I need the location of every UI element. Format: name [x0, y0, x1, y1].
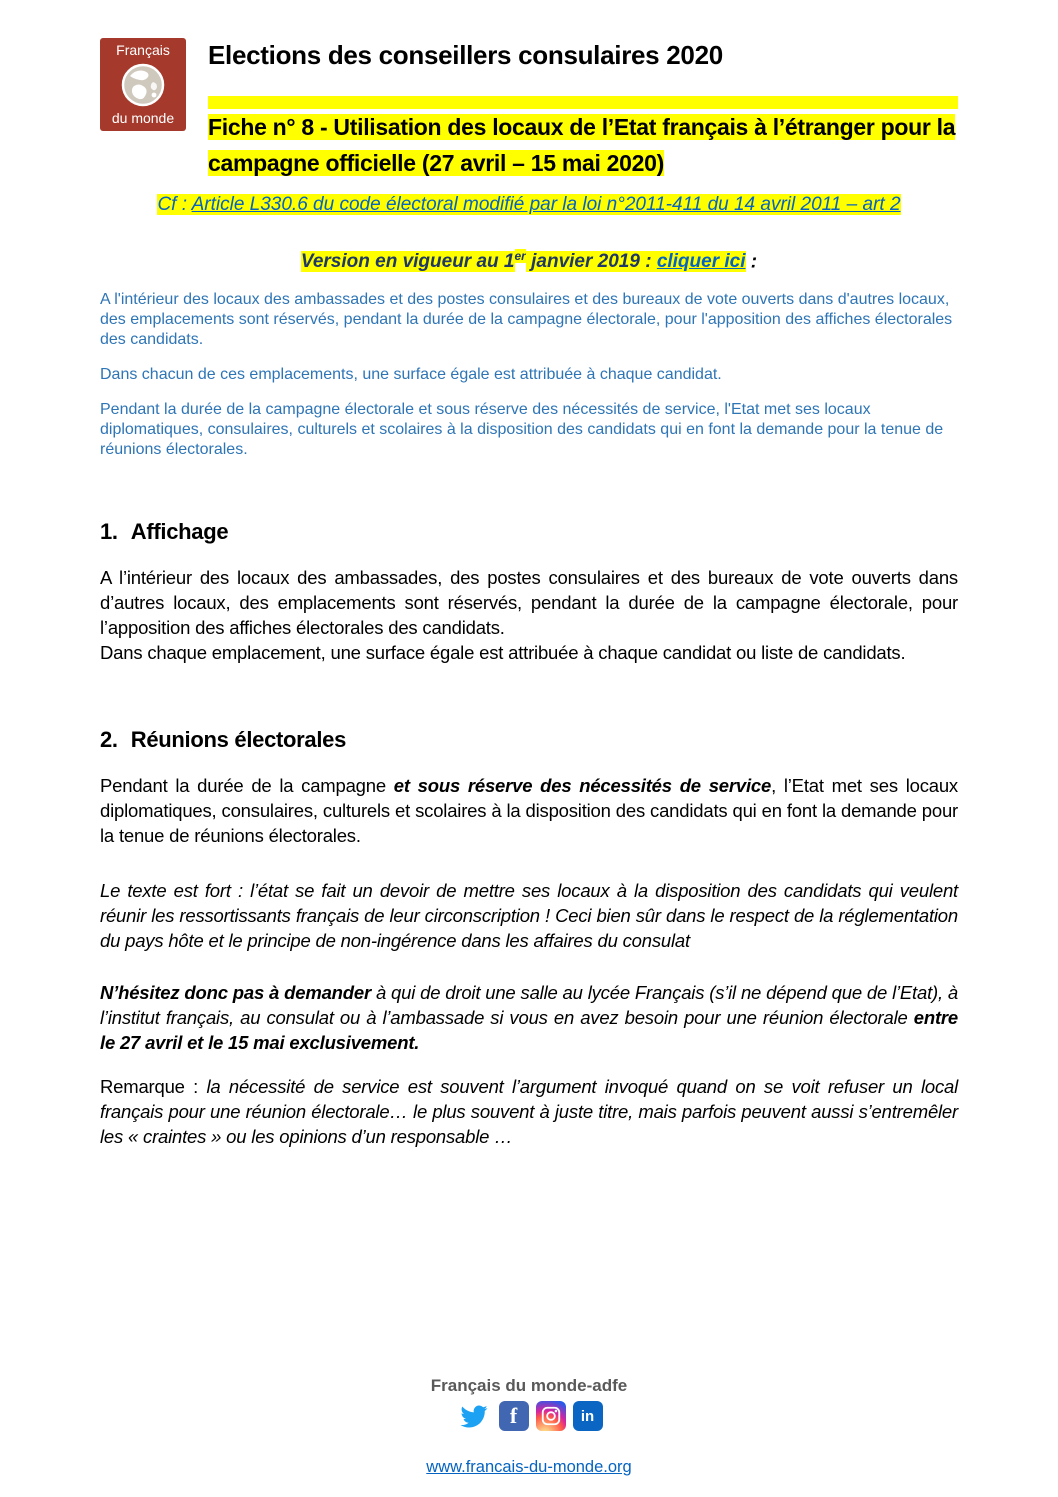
francais-du-monde-logo	[100, 38, 186, 131]
highlight-strip	[208, 96, 958, 109]
article-l330-link[interactable]: Article L330.6 du code électoral modifié par la loi n°2011-411 du 14 avril 2011 – art 2	[191, 194, 901, 215]
section-1-number: 1.	[100, 519, 118, 545]
footer-brand: Français du monde-adfe	[430, 1376, 628, 1395]
logo-text-bottom: du monde	[111, 110, 175, 126]
section-2-title: Réunions électorales	[130, 727, 347, 753]
section-1-heading	[100, 519, 958, 545]
section-1-paragraph-2: Dans chaque emplacement, une surface égale est attribuée à chaque candidat ou liste de candidats.	[100, 642, 906, 664]
logo-text-top: Français	[116, 42, 170, 58]
section-1-title: Affichage	[130, 519, 229, 545]
page-title: Elections des conseillers consulaires 2020	[208, 40, 723, 70]
facebook-icon[interactable]: f	[499, 1401, 529, 1431]
cliquer-ici-link[interactable]: cliquer ici	[656, 251, 746, 273]
section-2-paragraph-1: Pendant la durée de la campagne et sous réserve des nécessités de service, l’Etat met ses locaux diplomatiques, consulaires, culturels et scolaires à la disposition des candidats qui en font la demande pour la tenue de réunions électorales.	[100, 775, 958, 847]
section-2-paragraph-2: Le texte est fort : l’état se fait un devoir de mettre ses locaux à la disposition des candidats qui veulent réunir les ressortissants français de leur circonscription ! Ceci bien sûr dans le respect de la réglementation du pays hôte et le principe de non-ingérence dans les affaires du consulat	[100, 880, 958, 952]
section-2-paragraph-3: N’hésitez donc pas à demander à qui de droit une salle au lycée Français (s’il ne dépend que de l’Etat), à l’institut français, au consulat ou à l’ambassade si vous en avez besoin pour une réunion électorale entre le 27 avril et le 15 mai exclusivement.	[100, 982, 958, 1054]
section-reunions-electorales	[100, 727, 958, 1149]
section-2-paragraph-remarque: Remarque : la nécessité de service est souvent l’argument invoqué quand on se voit refuser un local français pour une réunion électorale… le plus souvent à juste titre, mais parfois peuvent aussi s’entremêler les « craintes » ou les opinions d’un responsable …	[100, 1076, 958, 1148]
fiche-heading-line-2: campagne officielle (27 avril – 15 mai 2020)	[208, 150, 664, 176]
document-header	[100, 38, 958, 181]
globe-icon	[120, 62, 166, 108]
section-affichage	[100, 519, 958, 665]
linkedin-icon[interactable]: in	[573, 1401, 603, 1431]
intro-blue-text	[100, 290, 958, 460]
intro-paragraph-1: A l'intérieur des locaux des ambassades et des postes consulaires et des bureaux de vote ouverts dans d'autres locaux, des emplacements sont réservés, pendant la durée de la campagne électorale, pour l'apposition des affiches électorales des candidats.	[100, 291, 953, 349]
cf-reference-line: Cf : Article L330.6 du code électoral modifié par la loi n°2011-411 du 14 avril 2011 – art 2	[157, 194, 901, 215]
page-footer	[0, 1376, 1058, 1477]
section-2-number: 2.	[100, 727, 118, 753]
intro-paragraph-2: Dans chacun de ces emplacements, une surface égale est attribuée à chaque candidat.	[100, 366, 722, 384]
version-line: Version en vigueur au 1er janvier 2019 : cliquer ici :	[300, 249, 758, 273]
fiche-heading	[208, 96, 958, 181]
twitter-icon[interactable]	[456, 1401, 492, 1431]
website-link[interactable]: www.francais-du-monde.org	[426, 1458, 632, 1476]
intro-paragraph-3: Pendant la durée de la campagne électorale et sous réserve des nécessités de service, l'Etat met ses locaux diplomatiques, consulaires, culturels et scolaires à la disposition des candidats qui en font la demande pour la tenue de réunions électorales.	[100, 401, 944, 459]
fiche-heading-line-1: Fiche n° 8 - Utilisation des locaux de l’Etat français à l’étranger pour la	[208, 114, 956, 140]
section-1-paragraph-1: A l’intérieur des locaux des ambassades, des postes consulaires et des bureaux de vote ouverts dans d’autres locaux, des emplacements sont réservés, pendant la durée de la campagne électorale, pour l’apposition des affiches électorales des candidats.	[100, 567, 958, 639]
section-2-heading	[100, 727, 958, 753]
instagram-icon[interactable]	[536, 1401, 566, 1431]
